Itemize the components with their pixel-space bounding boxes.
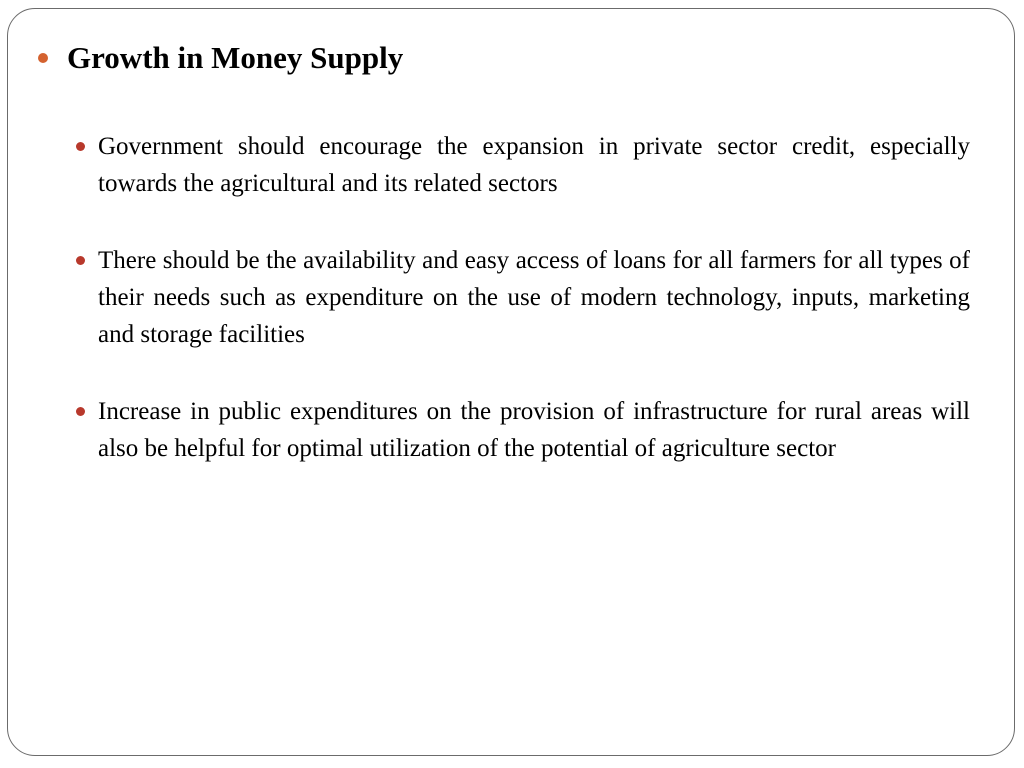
bullet-text: Government should encourage the expansion in private sector credit, especially towards the agricultural and its related sectors [98, 133, 970, 197]
bullet-dot-icon [76, 142, 85, 151]
list-item [76, 393, 970, 467]
list-item [76, 128, 970, 202]
bullet-text: Increase in public expenditures on the provision of infrastructure for rural areas will also be helpful for optimal utilization of the potential of agriculture sector [98, 398, 970, 462]
heading-row [38, 39, 403, 77]
slide-heading: Growth in Money Supply [67, 40, 404, 75]
bullet-dot-icon [38, 53, 48, 63]
list-item [76, 242, 970, 353]
bullet-dot-icon [76, 256, 85, 265]
bullet-dot-icon [76, 407, 85, 416]
bullet-text: There should be the availability and easy access of loans for all farmers for all types of their needs such as expenditure on the use of modern technology, inputs, marketing and storage facilities [98, 247, 970, 348]
bullet-list [76, 128, 970, 507]
